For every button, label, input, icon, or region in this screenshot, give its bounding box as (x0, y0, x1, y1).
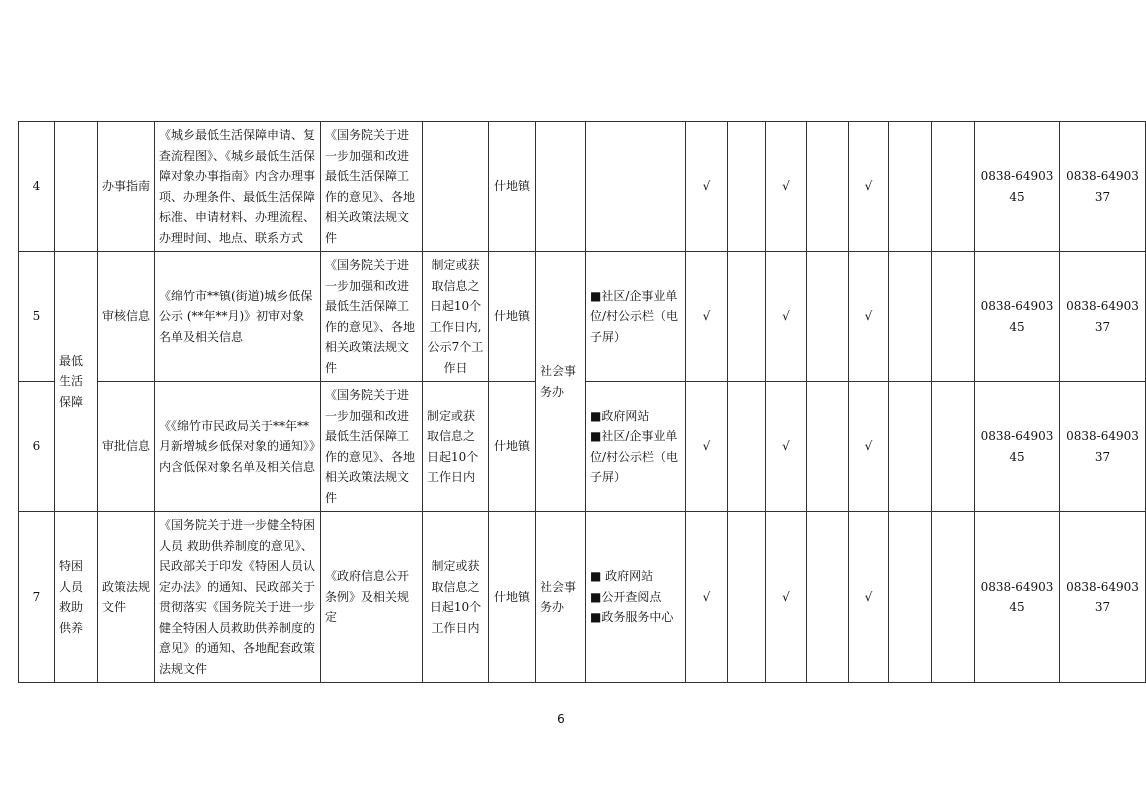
content-cell: 《国务院关于进一步健全特困人员 救助供养制度的意见》、民政部关于印发《特困人员认定办法》的通知、民政部关于贯彻落实《国务院关于进一步健全特困人员救助供养制度的 意见》的通知、各地配套政策法规文件 (155, 512, 321, 683)
phone-cell: 0838-6490337 (1060, 122, 1146, 252)
channel-item: ■公开查阅点 (590, 589, 662, 604)
check-mark: √ (849, 252, 889, 382)
basis-cell: 《政府信息公开条例》及相关规定 (321, 512, 423, 683)
time-limit-cell: 制定或获取信息之日起10个工作日内,公示7个工作日 (423, 252, 489, 382)
table-row (19, 512, 1146, 683)
content-cell: 《城乡最低生活保障申请、复查流程图》、《城乡最低生活保障对象办事指南》内含办理事项、办理条件、最低生活保障标准、申请材料、办理流程、办理时间、地点、联系方式 (155, 122, 321, 252)
channel-item: ■社区/企事业单位/村公示栏（电子屏） (590, 429, 679, 484)
channel-item: ■ 政府网站 (590, 569, 654, 584)
phone-cell: 0838-6490337 (1060, 382, 1146, 512)
check-mark: √ (766, 122, 807, 252)
check-mark: √ (849, 512, 889, 683)
item-cell: 办事指南 (98, 122, 155, 252)
time-limit-cell: 制定或获取信息之日起10个工作日内 (423, 382, 489, 512)
phone-cell: 0838-6490345 (975, 512, 1060, 683)
town-cell: 什地镇 (489, 122, 536, 252)
empty-cell (889, 122, 932, 252)
item-cell: 审批信息 (98, 382, 155, 512)
disclosure-table (18, 121, 1146, 683)
empty-cell (932, 512, 975, 683)
empty-cell (932, 122, 975, 252)
empty-cell (889, 252, 932, 382)
check-mark: √ (686, 382, 728, 512)
department-cell: 社会事务办 (536, 512, 586, 683)
empty-cell (807, 382, 849, 512)
empty-cell (932, 252, 975, 382)
department-cell (536, 122, 586, 252)
phone-cell: 0838-6490345 (975, 122, 1060, 252)
content-cell: 《绵竹市**镇(街道)城乡低保公示 (**年**月)》初审对象名单及相关信息 (155, 252, 321, 382)
channel-item: ■政府网站 (590, 408, 650, 423)
basis-cell: 《国务院关于进一步加强和改进最低生活保障工作的意见》、各地相关政策法规文件 (321, 382, 423, 512)
check-mark: √ (766, 252, 807, 382)
phone-cell: 0838-6490345 (975, 252, 1060, 382)
channel-cell (586, 512, 686, 683)
category-cell: 特困人员救助供养 (55, 512, 98, 683)
check-mark: √ (686, 122, 728, 252)
row-number: 7 (19, 512, 55, 683)
channel-item: ■政务服务中心 (590, 610, 674, 625)
department-cell: 社会事务办 (536, 252, 586, 512)
empty-cell (889, 382, 932, 512)
page-number: 6 (557, 712, 565, 726)
content-cell: 《《绵竹市民政局关于**年**月新增城乡低保对象的通知》》内含低保对象名单及相关信息 (155, 382, 321, 512)
item-cell: 政策法规文件 (98, 512, 155, 683)
channel-cell (586, 122, 686, 252)
empty-cell (728, 122, 766, 252)
empty-cell (807, 122, 849, 252)
basis-cell: 《国务院关于进一步加强和改进最低生活保障工作的意见》、各地相关政策法规文件 (321, 122, 423, 252)
check-mark: √ (766, 382, 807, 512)
row-number: 6 (19, 382, 55, 512)
table-row (19, 252, 1146, 382)
channel-cell (586, 382, 686, 512)
empty-cell (728, 252, 766, 382)
channel-cell (586, 252, 686, 382)
empty-cell (807, 512, 849, 683)
empty-cell (807, 252, 849, 382)
town-cell: 什地镇 (489, 512, 536, 683)
check-mark: √ (849, 122, 889, 252)
category-cell (55, 122, 98, 252)
row-number: 5 (19, 252, 55, 382)
check-mark: √ (686, 252, 728, 382)
phone-cell: 0838-6490345 (975, 382, 1060, 512)
table-row (19, 122, 1146, 252)
row-number: 4 (19, 122, 55, 252)
empty-cell (932, 382, 975, 512)
town-cell: 什地镇 (489, 252, 536, 382)
empty-cell (728, 512, 766, 683)
empty-cell (889, 512, 932, 683)
basis-cell: 《国务院关于进一步加强和改进最低生活保障工作的意见》、各地相关政策法规文件 (321, 252, 423, 382)
empty-cell (728, 382, 766, 512)
check-mark: √ (686, 512, 728, 683)
town-cell: 什地镇 (489, 382, 536, 512)
check-mark: √ (766, 512, 807, 683)
phone-cell: 0838-6490337 (1060, 252, 1146, 382)
time-limit-cell (423, 122, 489, 252)
check-mark: √ (849, 382, 889, 512)
channel-item: ■社区/企事业单位/村公示栏（电子屏） (590, 288, 679, 344)
item-cell: 审核信息 (98, 252, 155, 382)
phone-cell: 0838-6490337 (1060, 512, 1146, 683)
time-limit-cell: 制定或获取信息之日起10个工作日内 (423, 512, 489, 683)
category-cell: 最低生活保障 (55, 252, 98, 512)
